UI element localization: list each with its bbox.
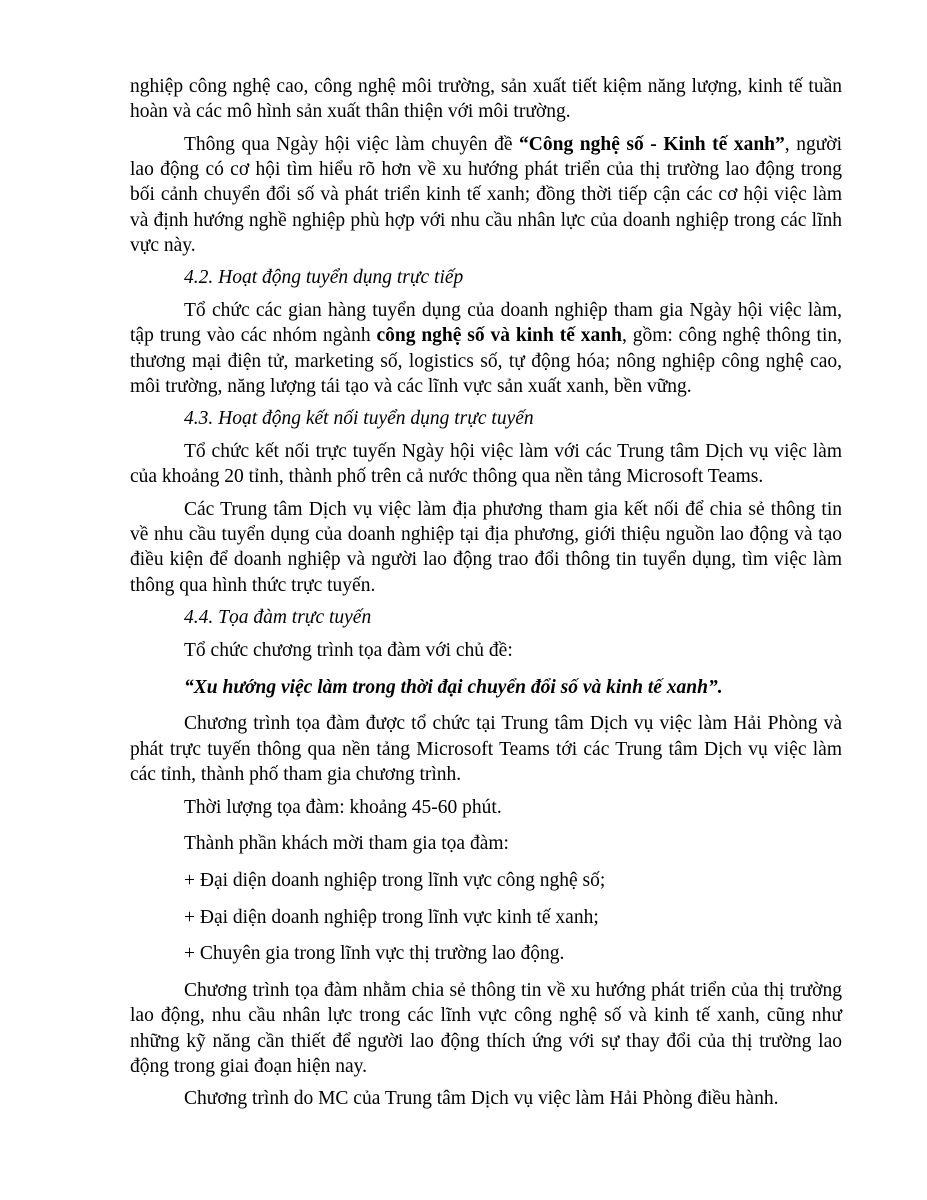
paragraph-seminar-duration: Thời lượng tọa đàm: khoảng 45-60 phút.: [184, 796, 502, 818]
paragraph-text: , người lao động có cơ hội tìm hiểu rõ hơn về xu hướng phát triển của thị trường lao động trong bối cảnh chuyển đổi số và phát triển kinh tế xanh; đồng thời tiếp cận các cơ hội việc làm và định hướng nghề nghiệp phù hợp với nhu cầu nhân lực của doanh nghiệp trong các lĩnh vực này.: [130, 133, 843, 256]
paragraph-local-centers: Các Trung tâm Dịch vụ việc làm địa phương tham gia kết nối để chia sẻ thông tin về nhu cầu tuyển dụng của doanh nghiệp tại địa phương, giới thiệu nguồn lao động và tạo điều kiện để doanh nghiệp và người lao động trao đổi thông tin tuyển dụng, tìm việc làm thông qua hình thức trực tuyến.: [130, 499, 842, 596]
paragraph-direct-recruitment: [130, 298, 842, 399]
document-page: [130, 74, 842, 1123]
section-heading-4-3: 4.3. Hoạt động kết nối tuyển dụng trực tuyến: [184, 408, 534, 430]
section-heading-4-2: 4.2. Hoạt động tuyển dụng trực tiếp: [184, 267, 464, 289]
paragraph-online-connection: Tổ chức kết nối trực tuyến Ngày hội việc làm với các Trung tâm Dịch vụ việc làm của khoảng 20 tỉnh, thành phố trên cả nước thông qua nền tảng Microsoft Teams.: [130, 441, 842, 488]
paragraph-text: Thông qua Ngày hội việc làm chuyên đề: [184, 133, 520, 155]
paragraph-text: , gồm: công nghệ thông tin, thương mại điện tử, marketing số, logistics số, tự động hóa; nông nghiệp công nghệ cao, môi trường, năng lượng tái tạo và các lĩnh vực sản xuất xanh, bền vững.: [130, 325, 842, 397]
list-item-guest: + Chuyên gia trong lĩnh vực thị trường lao động.: [184, 943, 565, 965]
paragraph-seminar-location: Chương trình tọa đàm được tổ chức tại Trung tâm Dịch vụ việc làm Hải Phòng và phát trực tuyến thông qua nền tảng Microsoft Teams tới các Trung tâm Dịch vụ việc làm các tỉnh, thành phố tham gia chương trình.: [130, 713, 842, 785]
seminar-theme: “Xu hướng việc làm trong thời đại chuyển đổi số và kinh tế xanh”.: [184, 676, 723, 698]
paragraph-guests-heading: Thành phần khách mời tham gia tọa đàm:: [184, 833, 509, 855]
list-item-guest: + Đại diện doanh nghiệp trong lĩnh vực công nghệ số;: [184, 869, 606, 891]
paragraph-seminar-purpose: Chương trình tọa đàm nhằm chia sẻ thông tin về xu hướng phát triển của thị trường lao động, nhu cầu nhân lực trong các lĩnh vực công nghệ số và kinh tế xanh, cũng như những kỹ năng cần thiết để người lao động thích ứng với sự thay đổi của thị trường lao động trong giai đoạn hiện nay.: [130, 980, 842, 1077]
paragraph-job-fair-theme: [130, 132, 842, 258]
paragraph-mc: Chương trình do MC của Trung tâm Dịch vụ việc làm Hải Phòng điều hành.: [184, 1088, 779, 1110]
section-heading-4-4: 4.4. Tọa đàm trực tuyến: [184, 607, 372, 629]
list-item-guest: + Đại diện doanh nghiệp trong lĩnh vực kinh tế xanh;: [184, 906, 599, 928]
job-fair-theme-title: “Công nghệ số - Kinh tế xanh”: [519, 133, 785, 155]
highlighted-sectors: công nghệ số và kinh tế xanh: [376, 325, 622, 347]
paragraph-seminar-intro: Tổ chức chương trình tọa đàm với chủ đề:: [184, 640, 513, 662]
paragraph-continuation: nghiệp công nghệ cao, công nghệ môi trường, sản xuất tiết kiệm năng lượng, kinh tế tuần hoàn và các mô hình sản xuất thân thiện với môi trường.: [130, 76, 842, 123]
paragraph-text: Tổ chức các gian hàng tuyển dụng của doanh nghiệp tham gia Ngày hội việc làm, tập trung vào các nhóm ngành: [130, 300, 842, 347]
